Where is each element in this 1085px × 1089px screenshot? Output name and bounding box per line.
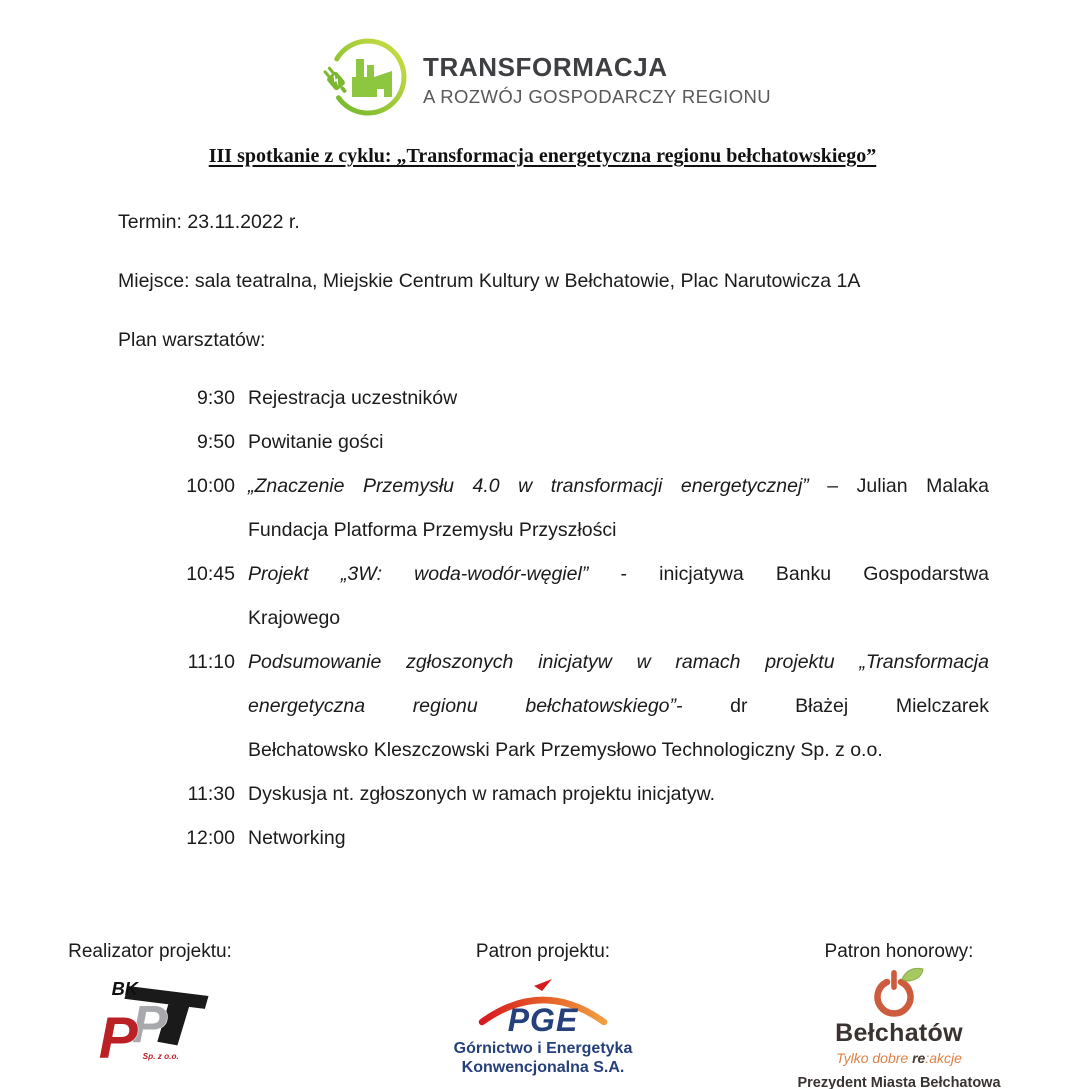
tagline-segment: re [912, 1050, 926, 1066]
agenda-line [248, 596, 989, 640]
bkppt-red-p: P [98, 1005, 138, 1061]
agenda-line [248, 728, 989, 772]
logo-subtitle: A ROZWÓJ GOSPODARCZY REGIONU [423, 86, 772, 107]
honorowy-label: Patron honorowy: [824, 941, 974, 962]
page-title: III spotkanie z cyklu: „Transformacja energetyczna regionu bełchatowskiego” [208, 145, 877, 167]
agenda-time: 12:00 [186, 827, 235, 849]
bkppt-logo [86, 975, 214, 1061]
agenda-desc [248, 640, 989, 772]
agenda-line [248, 684, 989, 728]
belchatow-tagline [836, 1050, 962, 1066]
agenda-time: 10:00 [186, 475, 235, 497]
pge-subtitle [454, 1040, 633, 1078]
footer-honorowy [774, 941, 1024, 1089]
agenda-desc [248, 464, 989, 552]
plug-factory-icon [316, 34, 416, 120]
agenda-item [178, 640, 989, 772]
agenda-time: 11:10 [187, 651, 235, 673]
agenda-item [178, 420, 989, 464]
factory-icon [352, 59, 392, 97]
president-label: Prezydent Miasta Bełchatowa [797, 1075, 1001, 1089]
agenda-item [178, 552, 989, 640]
tagline-segment: :akcje [925, 1050, 962, 1066]
agenda-text-segment: Rejestracja uczestników [248, 387, 458, 409]
agenda-time: 9:50 [197, 431, 235, 453]
agenda-item [178, 816, 989, 860]
realizator-label: Realizator projektu: [68, 941, 232, 962]
agenda-text-segment: – Julian Malaka [808, 475, 989, 497]
bkppt-gray-p: P [131, 995, 168, 1055]
agenda-desc [248, 420, 989, 464]
belchatow-city-name: Bełchatów [835, 1019, 963, 1047]
agenda-desc [248, 772, 989, 816]
agenda-text-segment: Projekt „3W: woda-wodór-węgiel” [248, 563, 589, 585]
tagline-segment: Tylko dobre [836, 1050, 913, 1066]
footer-patron [418, 941, 668, 1078]
agenda-text-segment: dr Błażej Mielczarek [682, 695, 990, 717]
agenda-line [248, 420, 989, 464]
agenda-item [178, 376, 989, 420]
agenda-item [178, 464, 989, 552]
agenda-text-segment: Networking [248, 827, 346, 849]
agenda-line [248, 508, 989, 552]
agenda-line [248, 816, 989, 860]
agenda-desc [248, 376, 989, 420]
agenda-desc [248, 552, 989, 640]
agenda-desc [248, 816, 989, 860]
agenda-text-segment: Powitanie gości [248, 431, 384, 453]
footer-realizator [25, 941, 275, 1061]
agenda-line [248, 772, 989, 816]
leaf-icon [902, 968, 923, 981]
agenda-time: 11:30 [187, 783, 235, 805]
agenda-line [248, 552, 989, 596]
agenda-text-segment: - inicjatywa Banku Gospodarstwa [588, 563, 989, 585]
agenda-line [248, 640, 989, 684]
agenda-text-segment: „Znaczenie Przemysłu 4.0 w transformacji energetycznej” [248, 475, 809, 497]
agenda-text-segment: energetyczna regionu bełchatowskiego”- [248, 695, 683, 717]
agenda-line [248, 464, 989, 508]
event-place: Miejsce: sala teatralna, Miejskie Centrum Kultury w Bełchatowie, Plac Narutowicza 1A [118, 270, 861, 292]
agenda-line [248, 376, 989, 420]
agenda-time: 10:45 [186, 563, 235, 585]
power-button-leaf-icon [864, 966, 934, 1018]
pge-subtitle-line2: Konwencjonalna S.A. [461, 1058, 625, 1076]
agenda-time: 9:30 [197, 387, 235, 409]
bkppt-sub-text: Sp. z o.o. [142, 1052, 179, 1061]
plug-icon [321, 65, 351, 97]
patron-label: Patron projektu: [475, 941, 611, 962]
logo-title: TRANSFORMACJA [423, 52, 668, 82]
bkppt-bk-letters: BK [111, 978, 138, 1000]
agenda-text-segment: Krajowego [248, 607, 341, 629]
agenda-item [178, 772, 989, 816]
event-date: Termin: 23.11.2022 r. [118, 211, 300, 233]
agenda-text-segment: Bełchatowsko Kleszczowski Park Przemysłowo Technologiczny Sp. z o.o. [248, 739, 883, 761]
pge-subtitle-line1: Górnictwo i Energetyka [453, 1040, 633, 1057]
agenda-text-segment: Podsumowanie zgłoszonych inicjatyw w ramach projektu „Transformacja [248, 651, 989, 673]
agenda-list [178, 376, 989, 860]
agenda-text-segment: Dyskusja nt. zgłoszonych w ramach projektu inicjatyw. [248, 783, 716, 805]
pge-logo [468, 976, 618, 1036]
agenda-text-segment: Fundacja Platforma Przemysłu Przyszłości [248, 519, 617, 541]
agenda-label: Plan warsztatów: [118, 329, 266, 351]
pge-letters: PGE [507, 1002, 579, 1036]
logo-text [423, 52, 771, 108]
